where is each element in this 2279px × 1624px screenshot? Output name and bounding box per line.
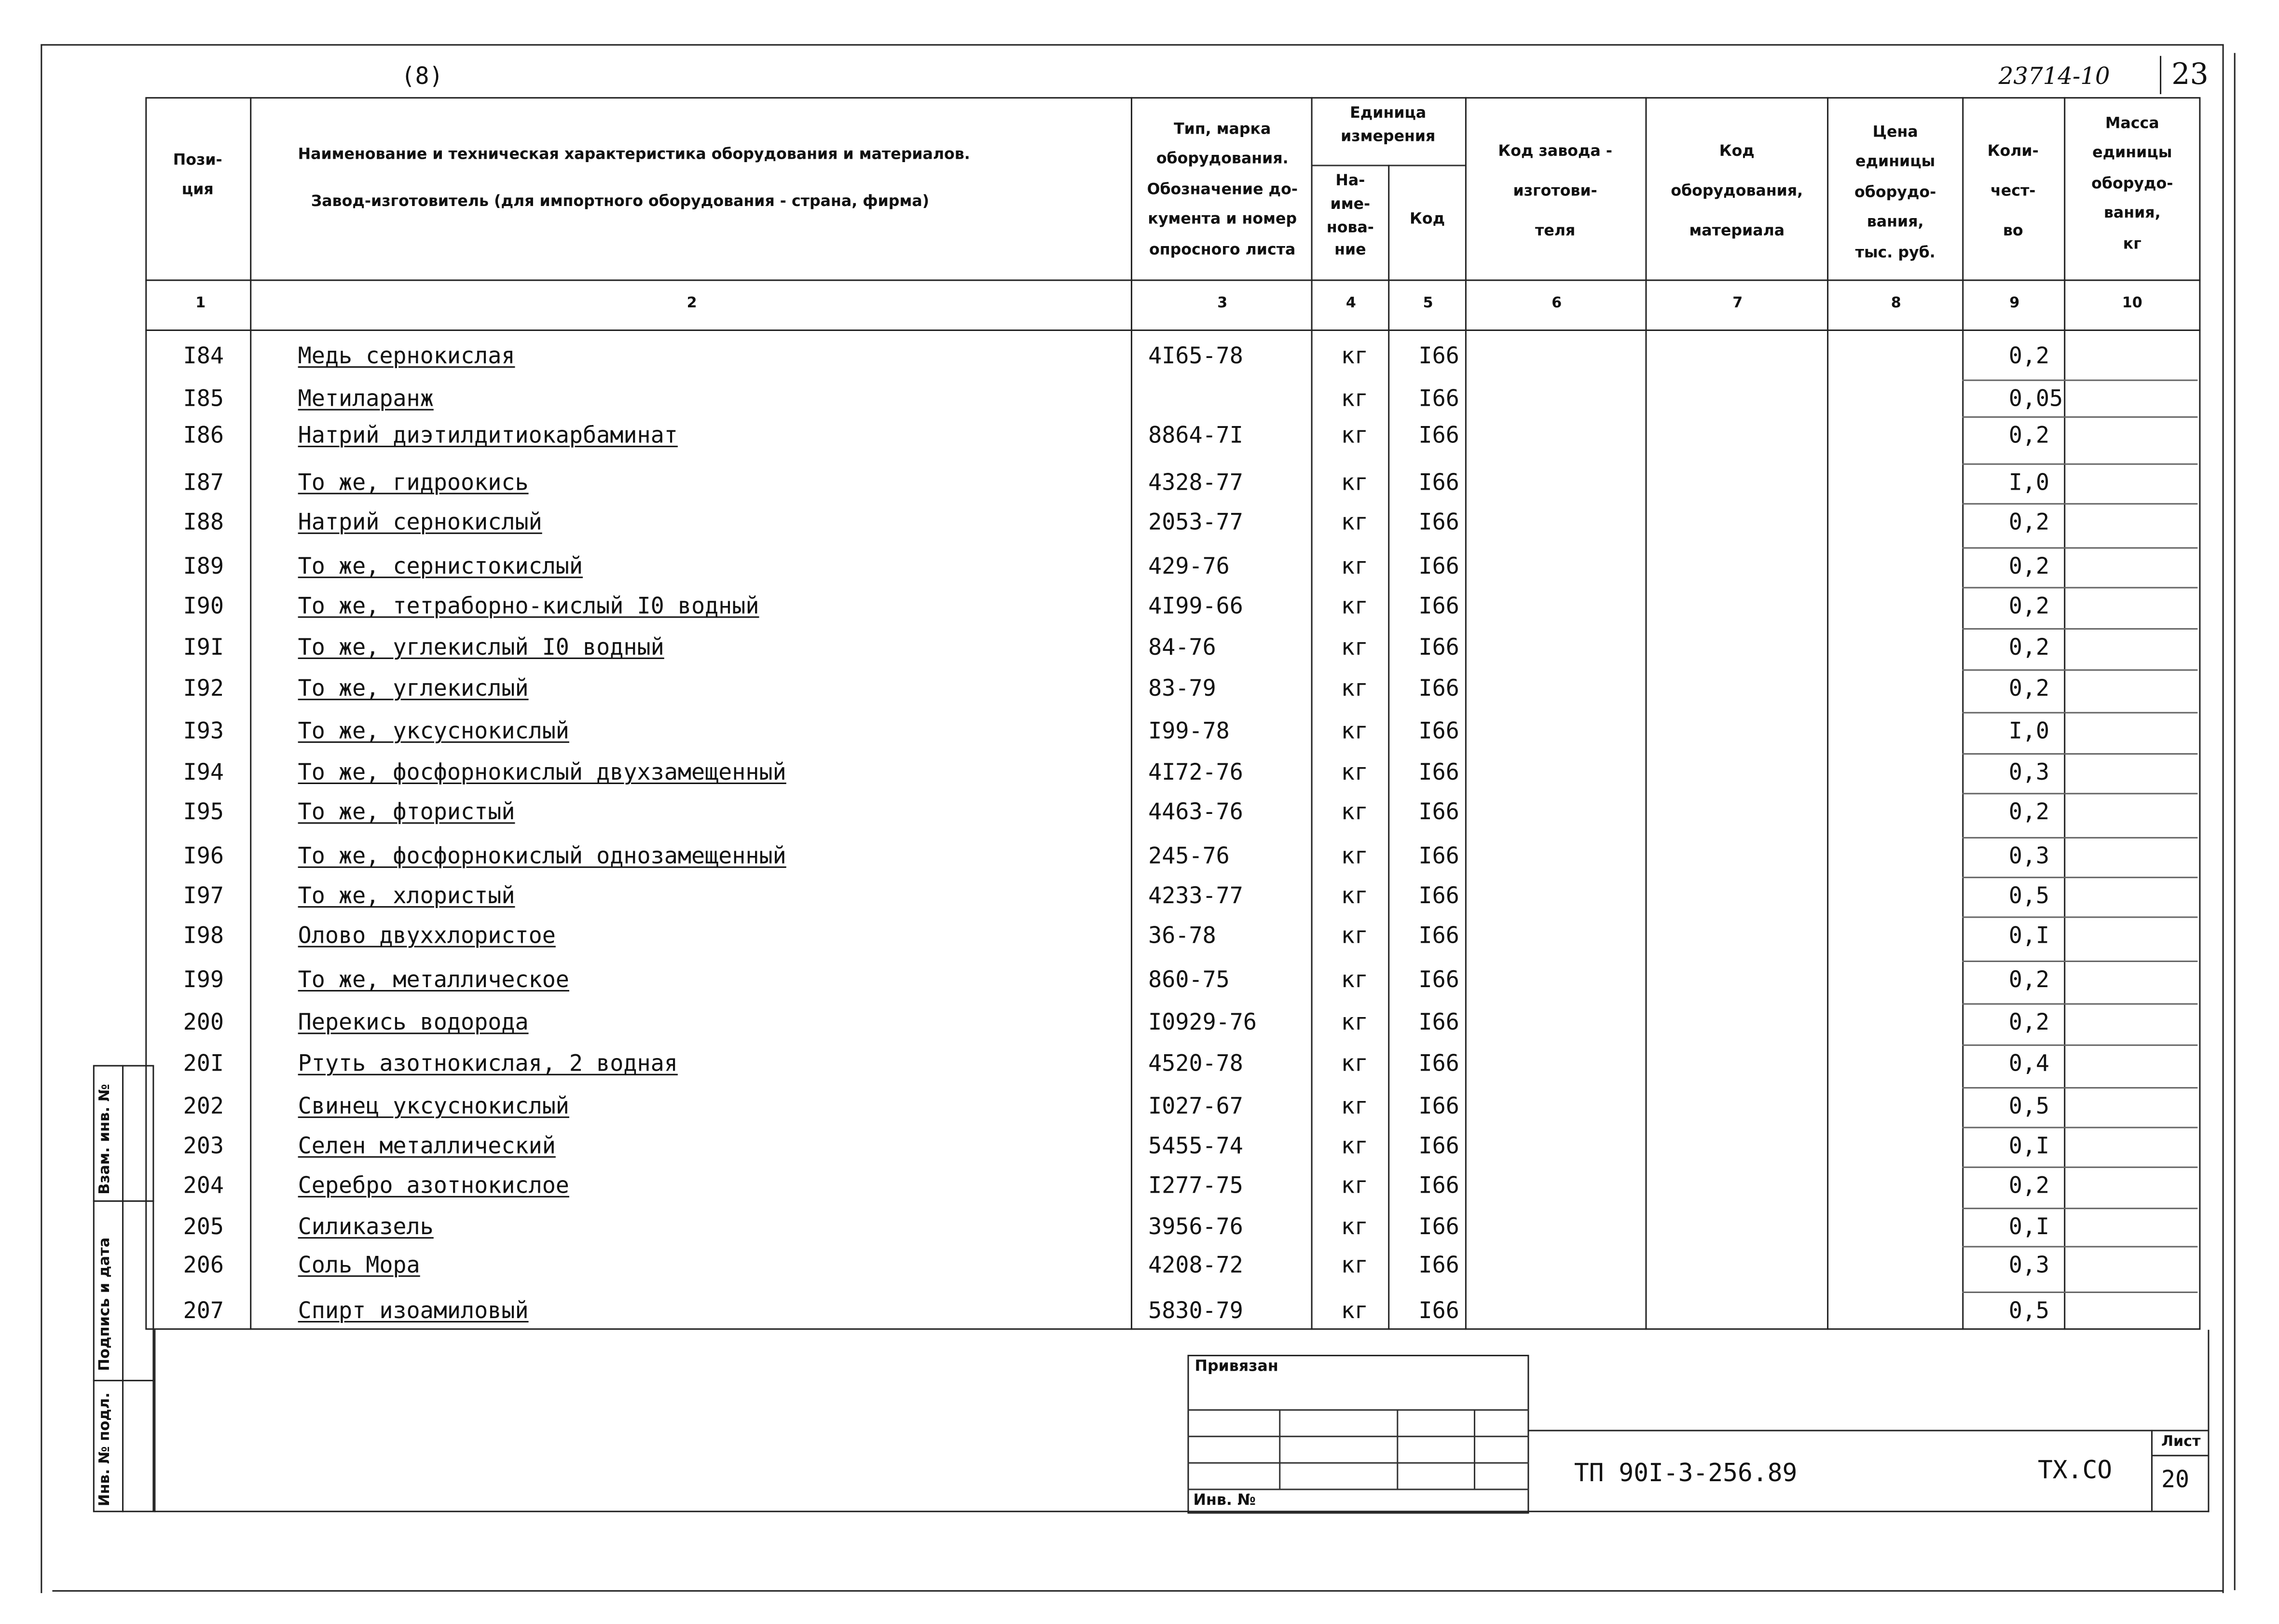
row-unit: кг (1341, 592, 1369, 619)
row-unit-code: I66 (1418, 922, 1459, 949)
outer-right-border (2234, 53, 2236, 1590)
row-unit-code: I66 (1418, 1252, 1459, 1279)
title-block-top (1529, 1430, 2208, 1431)
row-name: Серебро азотнокислое (298, 1172, 569, 1199)
row-name: То же, уксуснокислый (298, 717, 569, 744)
doc-mark: ТХ.СО (2037, 1456, 2113, 1486)
page-corner-number: 23 (2171, 55, 2209, 92)
privyazan-col-3 (1474, 1409, 1475, 1489)
row-separator (1962, 1246, 2197, 1247)
row-unit: кг (1341, 1050, 1369, 1077)
sheet-marker: (8) (401, 62, 443, 90)
row-separator (1962, 380, 2197, 381)
sheet-label: Лист (2161, 1434, 2201, 1451)
sheet-number: 20 (2161, 1465, 2190, 1493)
row-name: Соль Мора (298, 1252, 420, 1279)
row-separator (1962, 1127, 2197, 1128)
privyazan-line-4 (1187, 1488, 1529, 1490)
colnum-6: 6 (1551, 295, 1562, 312)
row-name: То же, углекислый (298, 675, 529, 702)
header-bottom-line (145, 279, 2200, 281)
row-unit-code: I66 (1418, 966, 1459, 993)
col-sep-6 (1645, 97, 1647, 1330)
row-document: 5830-79 (1148, 1297, 1243, 1324)
row-position: I97 (183, 882, 224, 909)
row-position: 204 (183, 1172, 224, 1199)
row-unit: кг (1341, 422, 1369, 449)
row-separator (1962, 1208, 2197, 1209)
row-unit-code: I66 (1418, 1132, 1459, 1159)
row-document: 429-76 (1148, 553, 1230, 580)
side-inv-podl-label: Инв. № подл. (97, 1392, 113, 1507)
row-quantity: 0,I (2008, 922, 2050, 949)
row-unit-code: I66 (1418, 553, 1459, 580)
row-position: I85 (183, 385, 224, 412)
row-unit-code: I66 (1418, 717, 1459, 744)
row-unit-code: I66 (1418, 843, 1459, 869)
row-separator (1962, 416, 2197, 418)
row-name: То же, фтористый (298, 798, 515, 826)
bottom-border (154, 1511, 2209, 1512)
row-separator (1962, 1292, 2197, 1293)
row-position: 203 (183, 1132, 224, 1159)
row-unit: кг (1341, 1132, 1369, 1159)
colnum-2: 2 (686, 295, 697, 312)
side-stamp-divider (122, 1065, 124, 1512)
row-quantity: 0,4 (2008, 1050, 2050, 1077)
row-quantity: 0,2 (2008, 798, 2050, 826)
row-quantity: I,0 (2008, 717, 2050, 744)
row-separator (1962, 669, 2197, 671)
row-quantity: 0,I (2008, 1213, 2050, 1240)
row-name: Метиларанж (298, 385, 434, 412)
row-unit: кг (1341, 553, 1369, 580)
colnum-1: 1 (195, 295, 206, 312)
colnum-10: 10 (2122, 295, 2142, 312)
row-unit: кг (1341, 385, 1369, 412)
row-position: 207 (183, 1297, 224, 1324)
colnum-4: 4 (1345, 295, 1356, 312)
row-separator (1962, 503, 2197, 505)
row-unit-code: I66 (1418, 385, 1459, 412)
col-sep-7 (1827, 97, 1828, 1330)
col-header-unit-name: На- име- нова- ние (1326, 172, 1374, 260)
row-unit: кг (1341, 922, 1369, 949)
row-name: То же, углекислый I0 водный (298, 634, 664, 661)
row-name: Ртуть азотнокислая, 2 водная (298, 1050, 678, 1077)
row-separator (1962, 1087, 2197, 1088)
row-position: I93 (183, 717, 224, 744)
row-separator (1962, 837, 2197, 839)
row-quantity: 0,5 (2008, 882, 2050, 909)
colnum-9: 9 (2009, 295, 2020, 312)
row-name: Перекись водорода (298, 1009, 529, 1036)
bottom-right-border (2208, 1330, 2209, 1512)
col-sep-3 (1311, 97, 1313, 1330)
row-quantity: 0,2 (2008, 1009, 2050, 1036)
row-quantity: 0,2 (2008, 553, 2050, 580)
col-header-qty: Коли- чест- во (1987, 142, 2039, 239)
col-header-price: Цена единицы оборудо- вания, тыс. руб. (1854, 124, 1936, 262)
col-header-name-line1: Наименование и техническая характеристика оборудования и материалов. (298, 145, 970, 164)
row-name: Медь сернокислая (298, 343, 515, 370)
colnum-3: 3 (1217, 295, 1228, 312)
row-unit: кг (1341, 509, 1369, 536)
row-quantity: 0,2 (2008, 634, 2050, 661)
row-separator (1962, 463, 2197, 465)
row-document: 4520-78 (1148, 1050, 1243, 1077)
row-unit: кг (1341, 1213, 1369, 1240)
row-position: I94 (183, 759, 224, 786)
row-quantity: 0,3 (2008, 759, 2050, 786)
row-unit-code: I66 (1418, 469, 1459, 496)
row-document: I99-78 (1148, 717, 1230, 744)
col-header-type: Тип, марка оборудования. Обозначение до- кумента и номер опросного листа (1147, 121, 1298, 259)
row-unit-code: I66 (1418, 509, 1459, 536)
colnum-7: 7 (1732, 295, 1743, 312)
bottom-left-border (154, 1330, 155, 1512)
row-document: 860-75 (1148, 966, 1230, 993)
col-header-position: Пози- ция (173, 151, 222, 199)
row-name: Свинец уксуснокислый (298, 1093, 569, 1120)
row-position: I86 (183, 422, 224, 449)
side-podpis-label: Подпись и дата (97, 1237, 113, 1371)
doc-code: ТП 90I-3-256.89 (1574, 1459, 1798, 1489)
row-name: Натрий сернокислый (298, 509, 542, 536)
row-unit-code: I66 (1418, 592, 1459, 619)
row-quantity: 0,2 (2008, 343, 2050, 370)
row-document: 245-76 (1148, 843, 1230, 869)
row-quantity: I,0 (2008, 469, 2050, 496)
row-unit-code: I66 (1418, 1172, 1459, 1199)
outer-left-border (41, 44, 42, 1593)
col-header-equip-code: Код оборудования, материала (1671, 142, 1803, 239)
colnum-5: 5 (1423, 295, 1433, 312)
row-document: 4I99-66 (1148, 592, 1243, 619)
row-name: Селен металлический (298, 1132, 556, 1159)
row-separator (1962, 916, 2197, 918)
row-name: Натрий диэтилдитиокарбаминат (298, 422, 678, 449)
privyazan-line-2 (1187, 1436, 1529, 1437)
row-document: I277-75 (1148, 1172, 1243, 1199)
row-document: 4233-77 (1148, 882, 1243, 909)
row-name: Силиказель (298, 1213, 434, 1240)
row-unit-code: I66 (1418, 1050, 1459, 1077)
row-name: То же, гидроокись (298, 469, 529, 496)
row-document: 3956-76 (1148, 1213, 1243, 1240)
row-separator (1962, 587, 2197, 589)
row-separator (1962, 793, 2197, 794)
privyazan-line-3 (1187, 1462, 1529, 1464)
row-position: I92 (183, 675, 224, 702)
col-header-unit-group: Единица измерения (1341, 104, 1436, 146)
privyazan-line-1 (1187, 1409, 1529, 1411)
row-quantity: 0,5 (2008, 1093, 2050, 1120)
row-separator (1962, 547, 2197, 549)
row-position: I88 (183, 509, 224, 536)
row-name: То же, металлическое (298, 966, 569, 993)
privyazan-col-1 (1279, 1409, 1280, 1489)
privyazan-col-2 (1397, 1409, 1398, 1489)
row-name: То же, фосфорнокислый двухзамещенный (298, 759, 786, 786)
row-position: I87 (183, 469, 224, 496)
row-separator (1962, 961, 2197, 962)
row-name: То же, сернистокислый (298, 553, 583, 580)
corner-divider (2160, 56, 2161, 94)
row-unit: кг (1341, 798, 1369, 826)
row-unit: кг (1341, 882, 1369, 909)
row-separator (1962, 628, 2197, 630)
row-unit: кг (1341, 469, 1369, 496)
row-document: I0929-76 (1148, 1009, 1257, 1036)
colnum-8: 8 (1891, 295, 1901, 312)
row-quantity: 0,05 (2008, 385, 2063, 412)
inv-no-label: Инв. № (1193, 1491, 1256, 1510)
row-position: I98 (183, 922, 224, 949)
row-document: 5455-74 (1148, 1132, 1243, 1159)
row-unit: кг (1341, 717, 1369, 744)
row-separator (1962, 877, 2197, 878)
row-unit-code: I66 (1418, 1297, 1459, 1324)
col-header-name-line2: Завод-изготовитель (для импортного оборудования - страна, фирма) (311, 193, 930, 210)
row-quantity: 0,2 (2008, 592, 2050, 619)
row-position: 205 (183, 1213, 224, 1240)
archive-number: 23714-10 (1998, 62, 2110, 90)
row-document: 8864-7I (1148, 422, 1243, 449)
row-position: 202 (183, 1093, 224, 1120)
row-position: I84 (183, 343, 224, 370)
row-position: 206 (183, 1252, 224, 1279)
row-unit-code: I66 (1418, 1093, 1459, 1120)
row-quantity: 0,2 (2008, 1172, 2050, 1199)
row-position: I9I (183, 634, 224, 661)
row-quantity: 0,2 (2008, 966, 2050, 993)
row-position: 200 (183, 1009, 224, 1036)
row-quantity: 0,I (2008, 1132, 2050, 1159)
privyazan-label: Привязан (1194, 1358, 1278, 1376)
row-unit-code: I66 (1418, 759, 1459, 786)
col-header-mass: Масса единицы оборудо- вания, кг (2091, 114, 2173, 253)
row-unit-code: I66 (1418, 422, 1459, 449)
row-unit-code: I66 (1418, 343, 1459, 370)
row-document: 2053-77 (1148, 509, 1243, 536)
row-unit: кг (1341, 1172, 1369, 1199)
row-unit: кг (1341, 1009, 1369, 1036)
sheet-box-divider (2151, 1430, 2153, 1511)
row-unit: кг (1341, 1093, 1369, 1120)
row-unit: кг (1341, 1252, 1369, 1279)
row-position: I96 (183, 843, 224, 869)
row-unit: кг (1341, 843, 1369, 869)
row-unit: кг (1341, 343, 1369, 370)
row-position: I95 (183, 798, 224, 826)
row-position: 20I (183, 1050, 224, 1077)
row-unit-code: I66 (1418, 1213, 1459, 1240)
colnum-bottom-line (145, 330, 2200, 331)
row-document: 84-76 (1148, 634, 1216, 661)
row-name: То же, фосфорнокислый однозамещенный (298, 843, 786, 869)
row-unit: кг (1341, 759, 1369, 786)
sheet-box-line (2151, 1455, 2208, 1456)
row-unit: кг (1341, 634, 1369, 661)
row-unit: кг (1341, 675, 1369, 702)
row-unit-code: I66 (1418, 634, 1459, 661)
row-document: 36-78 (1148, 922, 1216, 949)
row-quantity: 0,2 (2008, 422, 2050, 449)
row-document: 83-79 (1148, 675, 1216, 702)
row-quantity: 0,5 (2008, 1297, 2050, 1324)
row-name: То же, хлористый (298, 882, 515, 909)
row-document: 4I72-76 (1148, 759, 1243, 786)
col-header-factory-code: Код завода - изготови- теля (1498, 142, 1613, 239)
row-unit: кг (1341, 966, 1369, 993)
col-sep-2 (1131, 97, 1132, 1330)
row-unit-code: I66 (1418, 1009, 1459, 1036)
row-document: 4I65-78 (1148, 343, 1243, 370)
row-quantity: 0,3 (2008, 1252, 2050, 1279)
row-separator (1962, 1167, 2197, 1168)
outer-bottom-border (52, 1590, 2224, 1592)
row-separator (1962, 1045, 2197, 1046)
row-position: I99 (183, 966, 224, 993)
side-stamp-line-1 (93, 1200, 154, 1202)
row-document: 4463-76 (1148, 798, 1243, 826)
row-position: I89 (183, 553, 224, 580)
row-quantity: 0,2 (2008, 675, 2050, 702)
row-unit: кг (1341, 1297, 1369, 1324)
row-quantity: 0,2 (2008, 509, 2050, 536)
row-separator (1962, 753, 2197, 755)
col-header-unit-code: Код (1409, 210, 1445, 228)
row-document: 4328-77 (1148, 469, 1243, 496)
row-name: Олово двуххлористое (298, 922, 556, 949)
row-document: 4208-72 (1148, 1252, 1243, 1279)
row-position: I90 (183, 592, 224, 619)
side-stamp-line-2 (93, 1380, 154, 1381)
row-unit-code: I66 (1418, 882, 1459, 909)
side-vzam-label: Взам. инв. № (97, 1084, 113, 1195)
row-separator (1962, 1003, 2197, 1005)
row-unit-code: I66 (1418, 798, 1459, 826)
row-separator (1962, 712, 2197, 714)
row-quantity: 0,3 (2008, 843, 2050, 869)
row-name: То же, тетраборно-кислый I0 водный (298, 592, 759, 619)
row-name: Спирт изоамиловый (298, 1297, 529, 1324)
row-document: I027-67 (1148, 1093, 1243, 1120)
row-unit-code: I66 (1418, 675, 1459, 702)
